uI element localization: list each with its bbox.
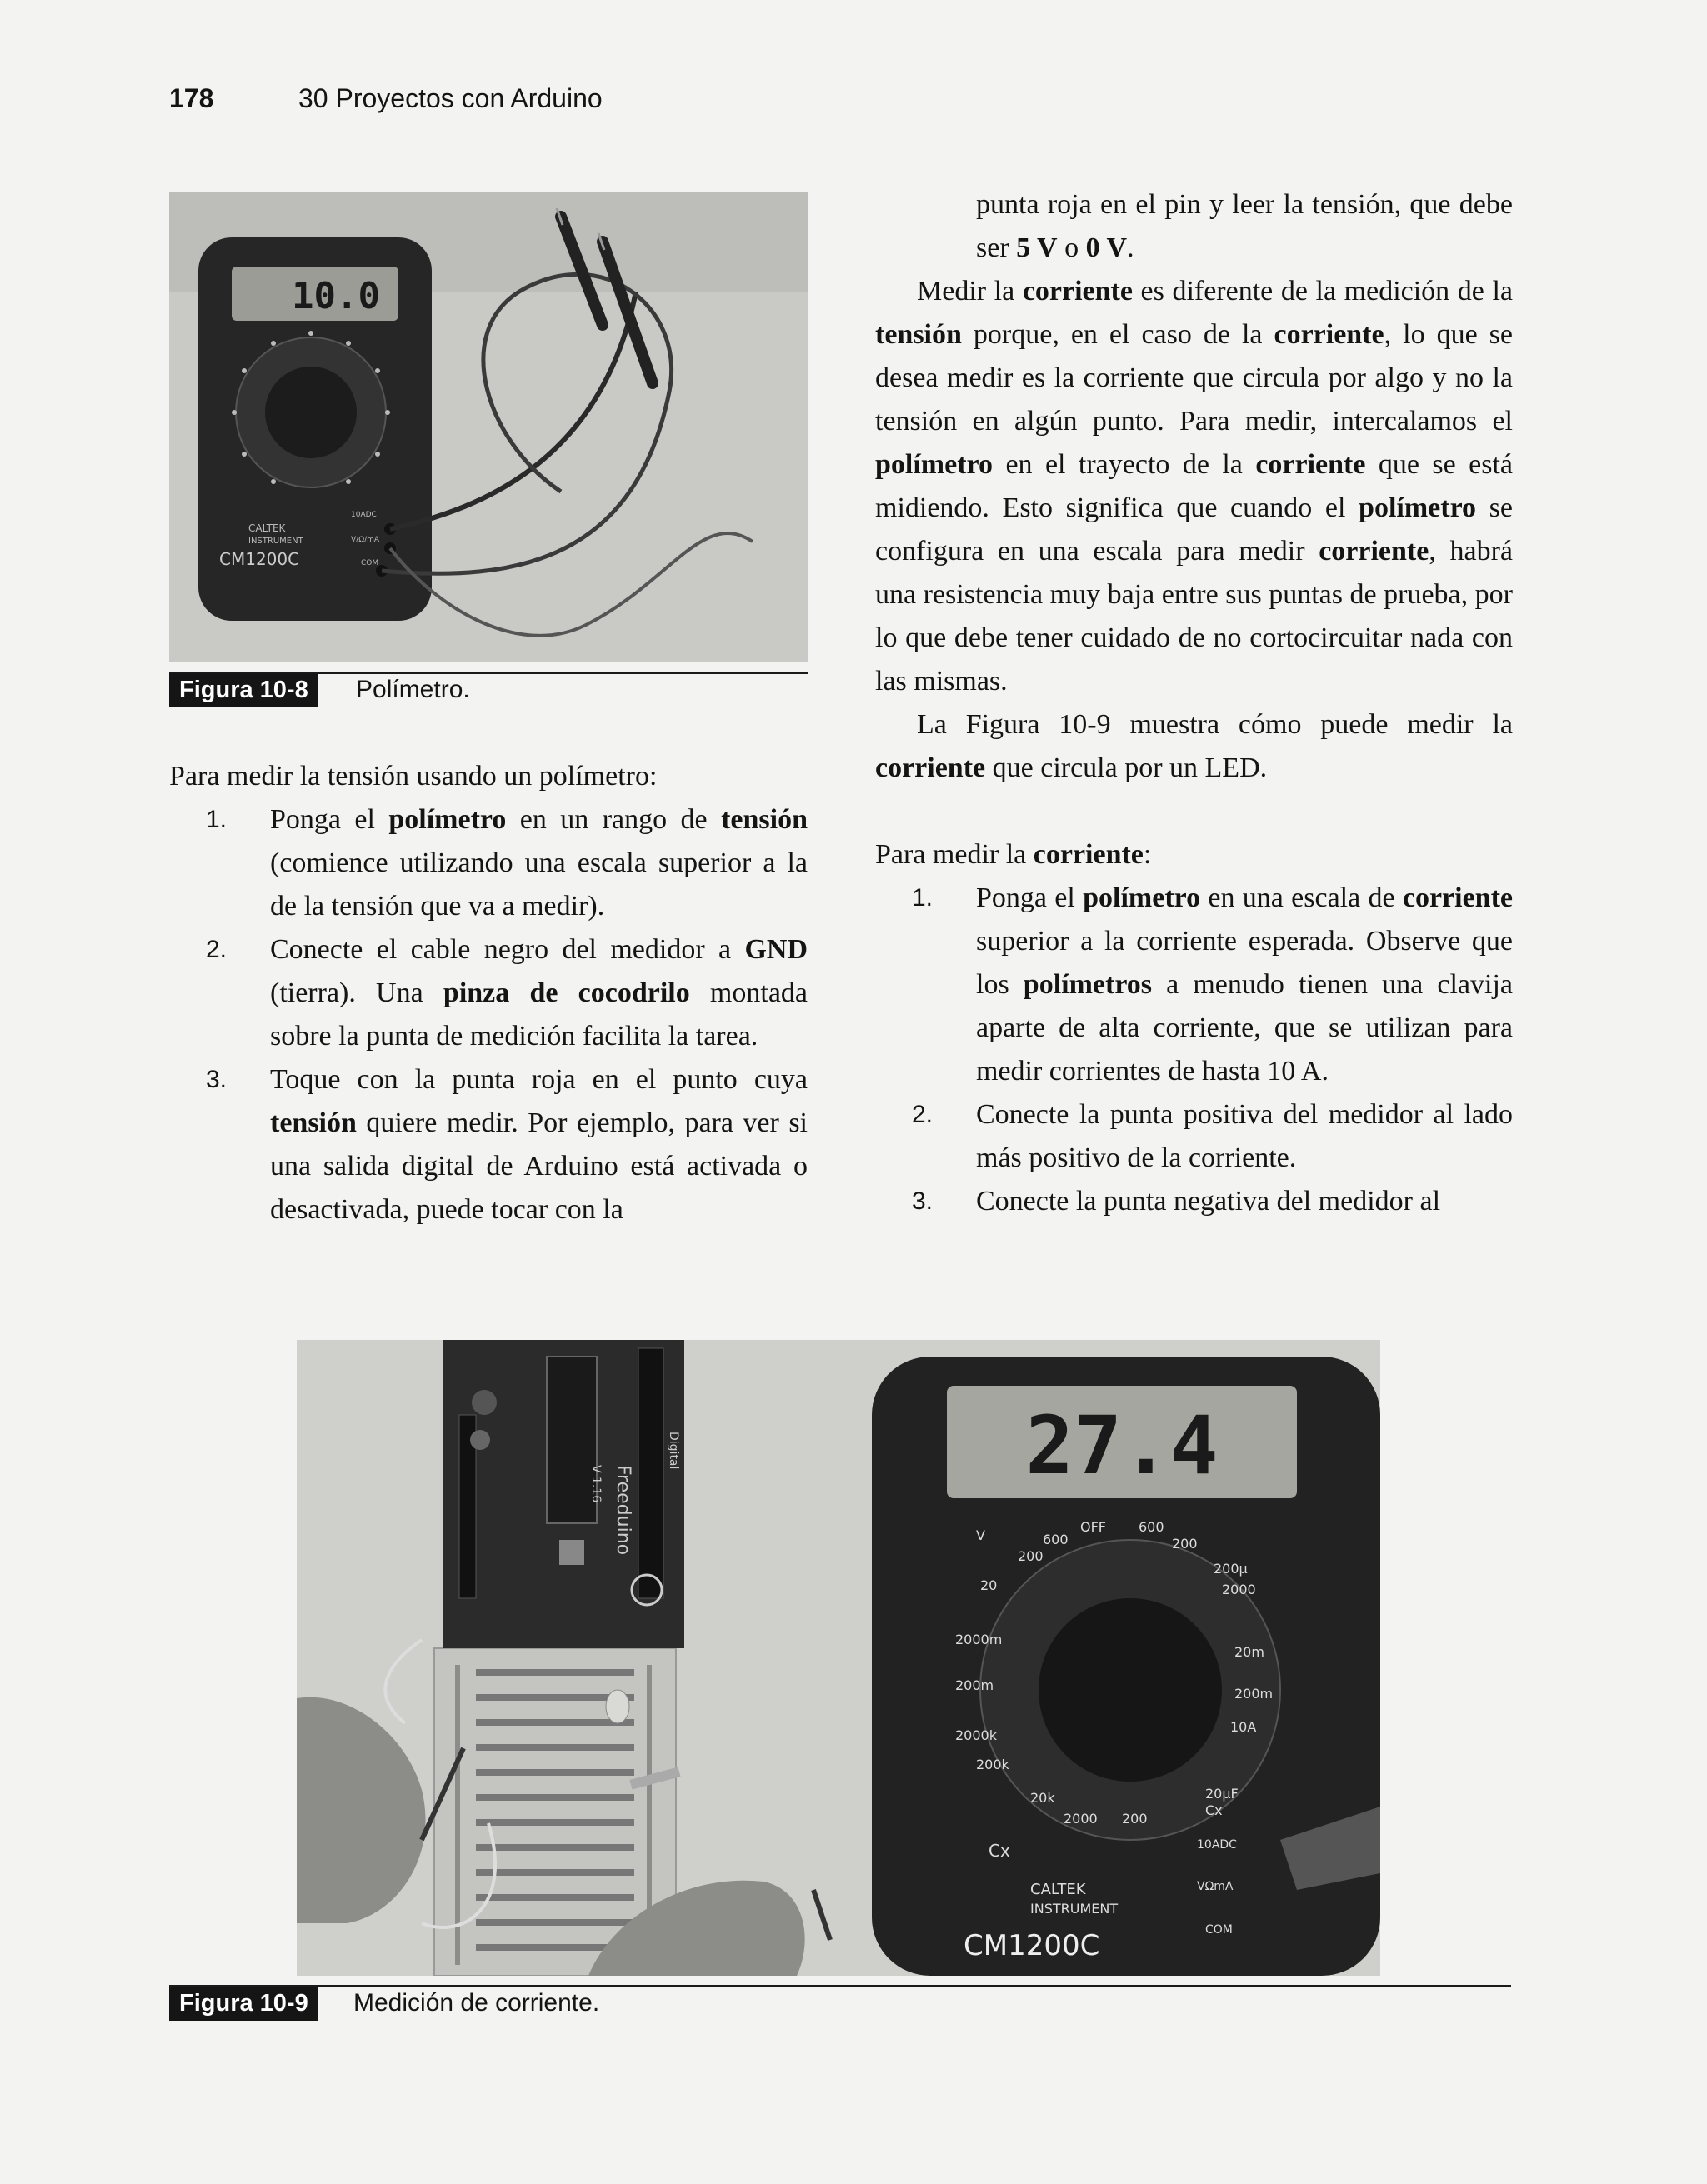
left-column (169, 755, 808, 1232)
dial-label: OFF (1080, 1519, 1106, 1535)
body-paragraph: La Figura 10-9 muestra cómo puede medir la corriente que circula por un LED. (875, 709, 1513, 783)
list-item: 1. Ponga el polímetro en un rango de tensión (comience utilizando una escala superior a la de la tensión que va a medir). (169, 798, 808, 928)
figure-10-9-caption: Medición de corriente. (353, 1989, 600, 2017)
figure-10-9-tag: Figura 10-9 (169, 1987, 318, 2021)
port-label: VΩmA (1197, 1880, 1234, 1893)
dial-label: 20 (980, 1577, 998, 1593)
figure-10-8-tag: Figura 10-8 (169, 673, 318, 707)
multimeter-photo (169, 192, 808, 662)
meter-brand-line2: INSTRUMENT (1030, 1901, 1119, 1917)
step-number: 1. (912, 884, 934, 912)
rotary-dial-icon (1039, 1598, 1222, 1782)
page-number: 178 (169, 83, 214, 113)
rotary-dial-icon (265, 367, 357, 458)
dial-label: 2000 (1222, 1582, 1256, 1597)
port-label: COM (361, 559, 379, 567)
dial-label: 20m (1234, 1644, 1264, 1660)
lcd-reading: 27.4 (1025, 1399, 1219, 1492)
dial-label: 200m (955, 1677, 994, 1693)
body-paragraph: Medir la corriente es diferente de la medición de la tensión porque, en el caso de la corriente, lo que se desea medir es la corriente que circula por algo y no la tensión en algún punto. Para medir, intercalamos el polímetro en el trayecto de la corriente que se está midiendo. Esto significa que cuando el polímetro se configura en una escala para medir corriente, habrá una resistencia muy baja entre sus puntas de prueba, por lo que debe tener cuidado de no cortocircuitar nada con las mismas. (875, 276, 1513, 697)
board-label: Freeduino (613, 1465, 633, 1556)
lcd-reading: 10.0 (292, 275, 380, 317)
meter-model: CM1200C (964, 1929, 1100, 1962)
meter-brand: CALTEK (248, 522, 286, 534)
figure-10-9-photo (297, 1340, 1380, 1976)
step-number: 2. (912, 1101, 934, 1128)
dial-label: V (976, 1527, 985, 1543)
list-item: 1. Ponga el polímetro en una escala de corriente superior a la corriente esperada. Observe que los polímetros a menudo tienen una clavija aparte de alta corriente, que se utilizan para medir corrientes de hasta 10 A. (875, 877, 1513, 1093)
figure-10-8-caption: Polímetro. (356, 676, 470, 703)
port-label: COM (1205, 1923, 1233, 1937)
current-measurement-photo (297, 1340, 1380, 1976)
led-icon (606, 1690, 629, 1723)
step-number: 3. (912, 1187, 934, 1215)
step-number: 1. (206, 806, 228, 833)
port-label: 10ADC (1197, 1838, 1237, 1852)
continuation-text: punta roja en el pin y leer la tensión, que debe ser 5 V o 0 V. (976, 189, 1513, 263)
running-head: 30 Proyectos con Arduino (298, 83, 603, 113)
step-number: 3. (206, 1066, 228, 1093)
list-item: 3. Toque con la punta roja en el punto cuya tensión quiere medir. Por ejemplo, para ver si una salida digital de Arduino está activada o desactivada, puede tocar con la (169, 1058, 808, 1232)
list-item: 3. Conecte la punta negativa del medidor al (875, 1180, 1513, 1223)
dial-label: 200 (1018, 1548, 1044, 1564)
port-label: V/Ω/mA (351, 536, 380, 544)
meter-brand-line2: INSTRUMENT (248, 537, 303, 546)
dial-label: 2000m (955, 1632, 1003, 1647)
figure-10-8-photo (169, 192, 808, 662)
dial-label: 200 (1172, 1536, 1198, 1552)
figure-rule (169, 1985, 1511, 1987)
board-version: V 1.16 (589, 1465, 603, 1503)
microcontroller-icon (547, 1357, 597, 1523)
dial-label: 2000k (955, 1727, 997, 1743)
dial-label: 20k (1030, 1790, 1055, 1806)
port-label: 10ADC (351, 511, 377, 519)
meter-model: CM1200C (219, 549, 300, 569)
intro-paragraph: Para medir la corriente: (875, 839, 1152, 870)
right-column (875, 183, 1513, 1223)
dial-label: 200k (976, 1757, 1009, 1772)
list-item: 2. Conecte el cable negro del medidor a GND (tierra). Una pinza de cocodrilo montada sobre la punta de medición facilita la tarea. (169, 928, 808, 1058)
dial-label: 200m (1234, 1686, 1274, 1702)
dial-label: 200 (1122, 1811, 1148, 1827)
board-digital-label: Digital (667, 1432, 680, 1470)
intro-paragraph: Para medir la tensión usando un polímetro: (169, 761, 658, 792)
list-item: 2. Conecte la punta positiva del medidor al lado más positivo de la corriente. (875, 1093, 1513, 1180)
dial-label: Cx (1205, 1802, 1223, 1818)
dial-label: 2000 (1064, 1811, 1098, 1827)
dial-label: 200μ (1214, 1561, 1248, 1577)
step-number: 2. (206, 936, 228, 963)
jack-label: Cx (989, 1841, 1010, 1861)
meter-brand: CALTEK (1030, 1881, 1086, 1898)
dial-label: 10A (1230, 1719, 1257, 1735)
dial-label: 600 (1139, 1519, 1164, 1535)
dial-label: 600 (1043, 1532, 1069, 1547)
dial-label: 20μF (1205, 1786, 1239, 1802)
